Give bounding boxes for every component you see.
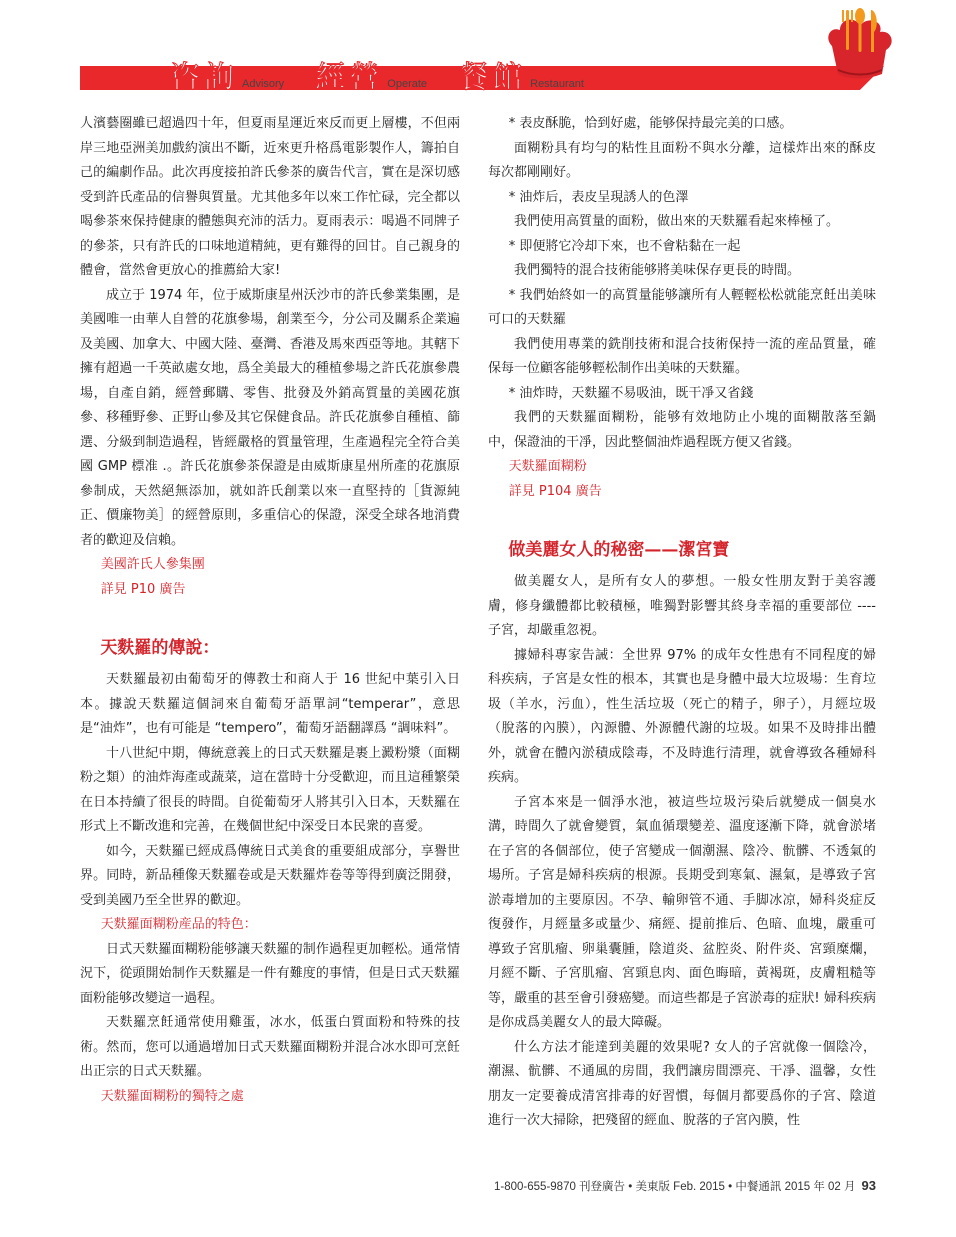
ad-reference-page: 詳見 P104 廣告: [508, 483, 602, 499]
paragraph: 我們使用專業的銑削技術和混合技術保持一流的産品質量，確保每一位顧客能够輕松制作出美味的天麩羅。: [488, 336, 876, 376]
paragraph: 十八世紀中期，傳統意義上的日式天麩羅是裹上澱粉漿（面糊粉之類）的油炸海產或蔬菜，這在當時十分受歡迎，而且這種繁榮在日本持續了很長的時間。自從葡萄牙人將其引入日本，天麩羅在形式上不斷改進和完善，在幾個世紀中深受日本民衆的喜愛。: [80, 745, 460, 834]
feature-point: * 油炸后，表皮呈現誘人的色澤: [508, 189, 689, 205]
section-title: 做美麗女人的秘密——潔宮寶: [508, 540, 730, 560]
header-advisory: 咨詢 Advisory: [170, 60, 285, 95]
header-restaurant: 餐館 Restaurant: [458, 60, 584, 95]
paragraph: 面糊粉具有均勻的粘性且面粉不與水分離，這樣炸出來的酥皮每次都剛剛好。: [488, 140, 876, 180]
ad-reference-name: 天麩羅面糊粉: [508, 459, 587, 474]
section-header: [170, 52, 610, 95]
paragraph: 什么方法才能達到美麗的效果呢? 女人的子宮就像一個陰冷，潮濕、骯髒、不通風的房間，我們讓房間漂亮、干凈、溫馨，女性朋友一定要養成清宮排毒的好習慣，每個月都要爲你的子宮、陰道進行一次大掃除，把殘留的經血、脫落的子宮內膜，性: [488, 1039, 876, 1128]
paragraph: 成立于 1974 年，位于威斯康星州沃沙市的許氏參業集團，是美國唯一由華人自營的花旗參場，創業至今，分公司及關系企業遍及美國、加拿大、中國大陸、臺灣、香港及馬來西亞等地。其轄下擁有超過一千英畝處女地，爲全美最大的種植參場之許氏花旗參農場，自產自銷，經營郵購、零售、批發及外銷高質量的美國花旗參、移種野參、正野山參及其它保健食品。許氏花旗參自種植、篩選、分級到制造過程，皆經嚴格的質量管理，生產過程完全符合美國 GMP 標准 .。許氏花旗參茶保證是由威斯康星州所產的花旗原參制成，天然絕無添加，就如許氏創業以來一直堅持的［貨源純正、價廉物美］的經營原則，多重信心的保證，深受全球各地消費者的歡迎及信賴。: [80, 287, 460, 548]
paragraph: 天麩羅烹飪通常使用雞蛋，冰水，低蛋白質面粉和特殊的技術。然而，您可以通過增加日式天麩羅面糊粉并混合冰水即可烹飪出正宗的日式天麩羅。: [80, 1015, 460, 1079]
header-operate: 經營 Operate: [315, 60, 428, 95]
ad-reference-page: 詳見 P10 廣告: [100, 581, 186, 597]
paragraph: 做美麗女人，是所有女人的夢想。一般女性朋友對于美容護膚，修身纖體都比較積極，唯獨對影響其終身幸福的重要部位 ---- 子宮，却嚴重忽視。: [488, 574, 876, 638]
paragraph: 日式天麩羅面糊粉能够讓天麩羅的制作過程更加輕松。通常情況下，從頭開始制作天麩羅是一件有難度的事情，但是日式天麩羅面粉能够改變這一過程。: [80, 941, 460, 1006]
feature-point: * 表皮酥脆，恰到好處，能够保持最完美的口感。: [508, 116, 793, 131]
paragraph: 我們獨特的混合技術能够將美味保存更長的時間。: [514, 263, 801, 278]
paragraph: 子宮本來是一個淨水池，被這些垃圾污染后就變成一個臭水溝，時間久了就會變質，氣血循環變差、溫度逐漸下降，就會淤堵在子宮的各個部位，使子宮變成一個潮濕、陰冷、骯髒、不透氣的場所。子宮是婦科疾病的根源。長期受到寒氣、濕氣，是導致子宮淤毒增加的主要原因。不孕、輸卵管不通、手脚冰凉，婦科炎症反復發作，月經量多或量少、痛經、提前推后、色暗、血塊，嚴重可導致子宮肌瘤、卵巢囊腫，陰道炎、盆腔炎、附件炎、宮頸糜爛，月經不斷、子宮肌瘤、宮頸息肉、面色晦暗，黃褐斑，皮膚粗糙等等，嚴重的甚至會引發癌變。而這些都是子宮淤毒的症狀! 婦科疾病是你成爲美麗女人的最大障礙。: [488, 794, 876, 1030]
footer-text: 1-800-655-9870 刊登廣告 • 美東版 Feb. 2015 • 中餐通訊 2015 年 02 月: [494, 1181, 856, 1193]
paragraph: 如今，天麩羅已經成爲傳統日式美食的重要組成部分，享譽世界。同時，新品種像天麩羅卷或是天麩羅炸卷等等得到廣泛開發，受到美國乃至全世界的歡迎。: [80, 843, 460, 908]
paragraph: 人濱藝圈雖已超過四十年，但夏雨星運近來反而更上層樓，不但兩岸三地亞洲美加戲約演出不斷，近來更升格爲電影製作人，籌拍自己的編劇作品。此次再度接拍許氏參茶的廣告代言，實在是深切感受到許氏產品的信譽與質量。尤其他多年以來工作忙碌，完全都以喝參茶來保持健康的體態與充沛的活力。夏雨表示：喝過不同牌子的參茶，只有許氏的口味地道精純，更有難得的回甘。自己親身的體會，當然會更放心的推薦給大家!: [80, 116, 460, 278]
paragraph: 我們使用高質量的面粉，做出來的天麩羅看起來棒極了。: [514, 214, 840, 229]
subsection-title: 天麩羅面糊粉産品的特色：: [100, 917, 257, 932]
ad-reference-name: 美國許氏人參集團: [100, 557, 205, 572]
paragraph: 據婦科專家告誡：全世界 97% 的成年女性患有不同程度的婦科疾病，子宮是女性的根本，其實也是身體中最大垃圾場：生育垃圾（羊水，污血），性生活垃圾（死亡的精子，卵子），月經垃圾（脫落的內膜），內源體、外源體代謝的垃圾。如果不及時排出體外，就會在體內淤積成陰毒，不及時進行清理，就會導致各種婦科疾病。: [488, 647, 876, 785]
subsection-title: 天麩羅面糊粉的獨特之處: [100, 1088, 244, 1104]
feature-point: * 油炸時，天麩羅不易吸油，既干凈又省錢: [508, 385, 754, 401]
page-footer: [494, 1178, 876, 1194]
paragraph: 天麩羅最初由葡萄牙的傳教士和商人于 16 世紀中葉引入日本。據說天麩羅這個詞來自葡萄牙語單詞“temperar”，意思是“油炸”，也有可能是 “tempero”，葡萄牙語翻譯爲 “調味料”。: [80, 672, 460, 736]
right-column: [488, 112, 876, 1134]
feature-point: * 即便將它冷却下來，也不會粘黏在一起: [508, 238, 741, 254]
page-number: 93: [861, 1178, 876, 1193]
chef-hat-utensils-icon: [822, 8, 898, 82]
left-column: [80, 112, 460, 1109]
section-title: 天麩羅的傳說：: [100, 638, 220, 658]
paragraph: 我們的天麩羅面糊粉，能够有效地防止小塊的面糊散落至鍋中，保證油的干凈，因此整個油炸過程既方便又省錢。: [488, 410, 876, 450]
feature-point: * 我們始終如一的高質量能够讓所有人輕輕松松就能烹飪出美味可口的天麩羅: [488, 287, 876, 327]
